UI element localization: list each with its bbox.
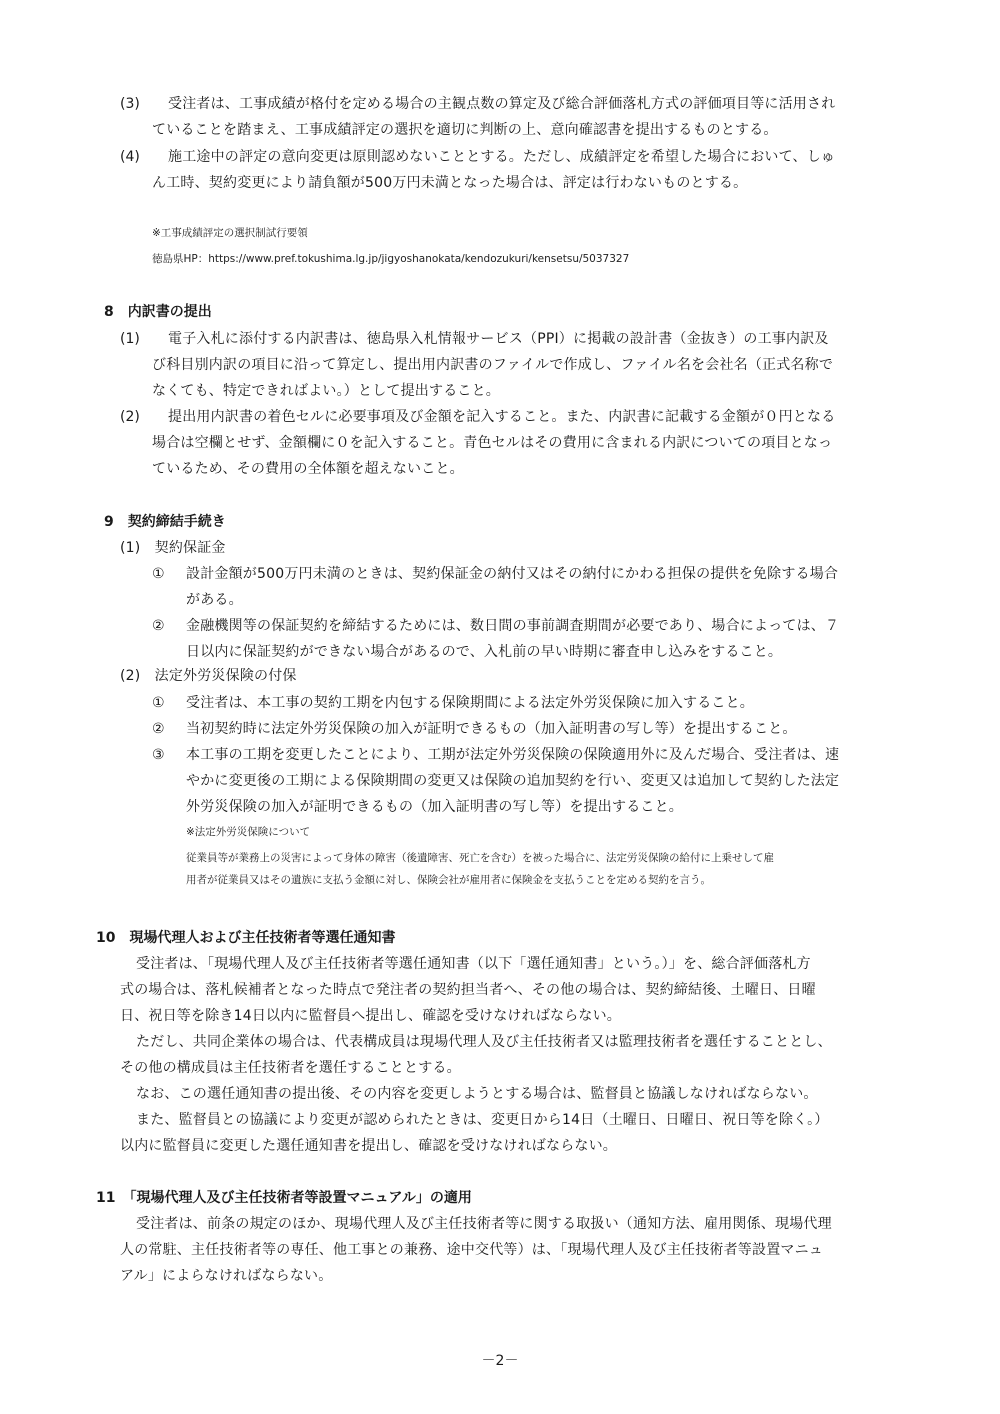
paragraph-line: 日、祝日等を除き14日以内に監督員へ提出し、確認を受けなければならない。	[120, 1008, 622, 1024]
section-heading: 10 現場代理人および主任技術者等選任通知書	[96, 930, 396, 946]
circled-number: ①	[152, 695, 165, 711]
paragraph-line: 当初契約時に法定外労災保険の加入が証明できるもの（加入証明書の写し等）を提出すること。	[186, 721, 797, 737]
paragraph-line: 以内に監督員に変更した選任通知書を提出し、確認を受けなければならない。	[120, 1138, 617, 1154]
page-number: －2－	[481, 1353, 519, 1369]
circled-number: ②	[152, 618, 165, 634]
circled-number: ②	[152, 721, 165, 737]
paragraph-line: なくても、特定できればよい。）として提出すること。	[152, 383, 500, 399]
paragraph-line: 本工事の工期を変更したことにより、工期が法定外労災保険の保険適用外に及んだ場合、受注者は、速	[186, 747, 840, 763]
paragraph-line: 受注者は、前条の規定のほか、現場代理人及び主任技術者等に関する取扱い（通知方法、雇用関係、現場代理	[136, 1216, 832, 1232]
paragraph-line: 金融機関等の保証契約を締結するためには、数日間の事前調査期間が必要であり、場合によっては、７	[186, 618, 840, 634]
paragraph-line: ているため、その費用の全体額を超えないこと。	[152, 461, 464, 477]
section-heading: 11 「現場代理人及び主任技術者等設置マニュアル」の適用	[96, 1190, 472, 1206]
item-number: (2)	[120, 409, 140, 425]
paragraph-line: アル」によらなければならない。	[120, 1268, 333, 1284]
note-title: ※工事成績評定の選択制試行要領	[152, 227, 308, 239]
item-number: (1)	[120, 331, 140, 347]
circled-number: ①	[152, 566, 165, 582]
paragraph-line: がある。	[186, 592, 243, 608]
paragraph-line: 施工途中の評定の意向変更は原則認めないこととする。ただし、成績評定を希望した場合において、しゅ	[168, 149, 836, 165]
paragraph-line: び科目別内訳の項目に沿って算定し、提出用内訳書のファイルで作成し、ファイル名を会社名（正式名称で	[152, 357, 834, 373]
paragraph-line: その他の構成員は主任技術者を選任することとする。	[120, 1060, 461, 1076]
paragraph-line: ていることを踏まえ、工事成績評定の選択を適切に判断の上、意向確認書を提出するものとする。	[152, 122, 778, 138]
note-url: 徳島県HP：https://www.pref.tokushima.lg.jp/jigyoshanokata/kendozukuri/kensetsu/5037327	[152, 253, 630, 265]
paragraph-line: なお、この選任通知書の提出後、その内容を変更しようとする場合は、監督員と協議しなければならない。	[136, 1086, 818, 1102]
paragraph-line: 日以内に保証契約ができない場合があるので、入札前の早い時期に審査申し込みをすること。	[186, 644, 783, 660]
paragraph-line: 受注者は、「現場代理人及び主任技術者等選任通知書（以下「選任通知書」という。）」を、総合評価落札方	[136, 956, 811, 972]
paragraph-line: 外労災保険の加入が証明できるもの（加入証明書の写し等）を提出すること。	[186, 799, 683, 815]
section-heading: 9 契約締結手続き	[104, 514, 226, 530]
paragraph-line: やかに変更後の工期による保険期間の変更又は保険の追加契約を行い、変更又は追加して契約した法定	[186, 773, 840, 789]
circled-number: ③	[152, 747, 165, 763]
paragraph-line: 人の常駐、主任技術者等の専任、他工事との兼務、途中交代等）は、「現場代理人及び主任技術者等設置マニュ	[120, 1242, 823, 1258]
section-heading: 8 内訳書の提出	[104, 304, 212, 320]
note-line: 用者が従業員又はその遺族に支払う金額に対し、保険会社が雇用者に保険金を支払うことを定める契約を言う。	[186, 874, 711, 886]
paragraph-line: 式の場合は、落札候補者となった時点で発注者の契約担当者へ、その他の場合は、契約締結後、土曜日、日曜	[120, 982, 816, 998]
paragraph-line: 設計金額が500万円未満のときは、契約保証金の納付又はその納付にかわる担保の提供を免除する場合	[186, 566, 839, 582]
item-number: (4)	[120, 149, 140, 165]
subsection-title: (2) 法定外労災保険の付保	[120, 668, 297, 684]
paragraph-line: また、監督員との協議により変更が認められたときは、変更日から14日（土曜日、日曜日、祝日等を除く。）	[136, 1112, 829, 1128]
subsection-title: (1) 契約保証金	[120, 540, 226, 556]
item-number: (3)	[120, 96, 140, 112]
paragraph-line: 受注者は、工事成績が格付を定める場合の主観点数の算定及び総合評価落札方式の評価項目等に活用され	[168, 96, 836, 112]
paragraph-line: 受注者は、本工事の契約工期を内包する保険期間による法定外労災保険に加入すること。	[186, 695, 754, 711]
paragraph-line: 提出用内訳書の着色セルに必要事項及び金額を記入すること。また、内訳書に記載する金額が０円となる	[168, 409, 836, 425]
note-line: 従業員等が業務上の災害によって身体の障害（後遺障害、死亡を含む）を被った場合に、法定労災保険の給付に上乗せして雇	[186, 852, 774, 864]
note-title: ※法定外労災保険について	[186, 826, 311, 838]
paragraph-line: ん工時、契約変更により請負額が500万円未満となった場合は、評定は行わないものとする。	[152, 175, 748, 191]
paragraph-line: 電子入札に添付する内訳書は、徳島県入札情報サービス（PPI）に掲載の設計書（金抜き）の工事内訳及	[168, 331, 829, 347]
paragraph-line: 場合は空欄とせず、金額欄に０を記入すること。青色セルはその費用に含まれる内訳についての項目となっ	[152, 435, 833, 451]
paragraph-line: ただし、共同企業体の場合は、代表構成員は現場代理人及び主任技術者又は監理技術者を選任することとし、	[136, 1034, 832, 1050]
